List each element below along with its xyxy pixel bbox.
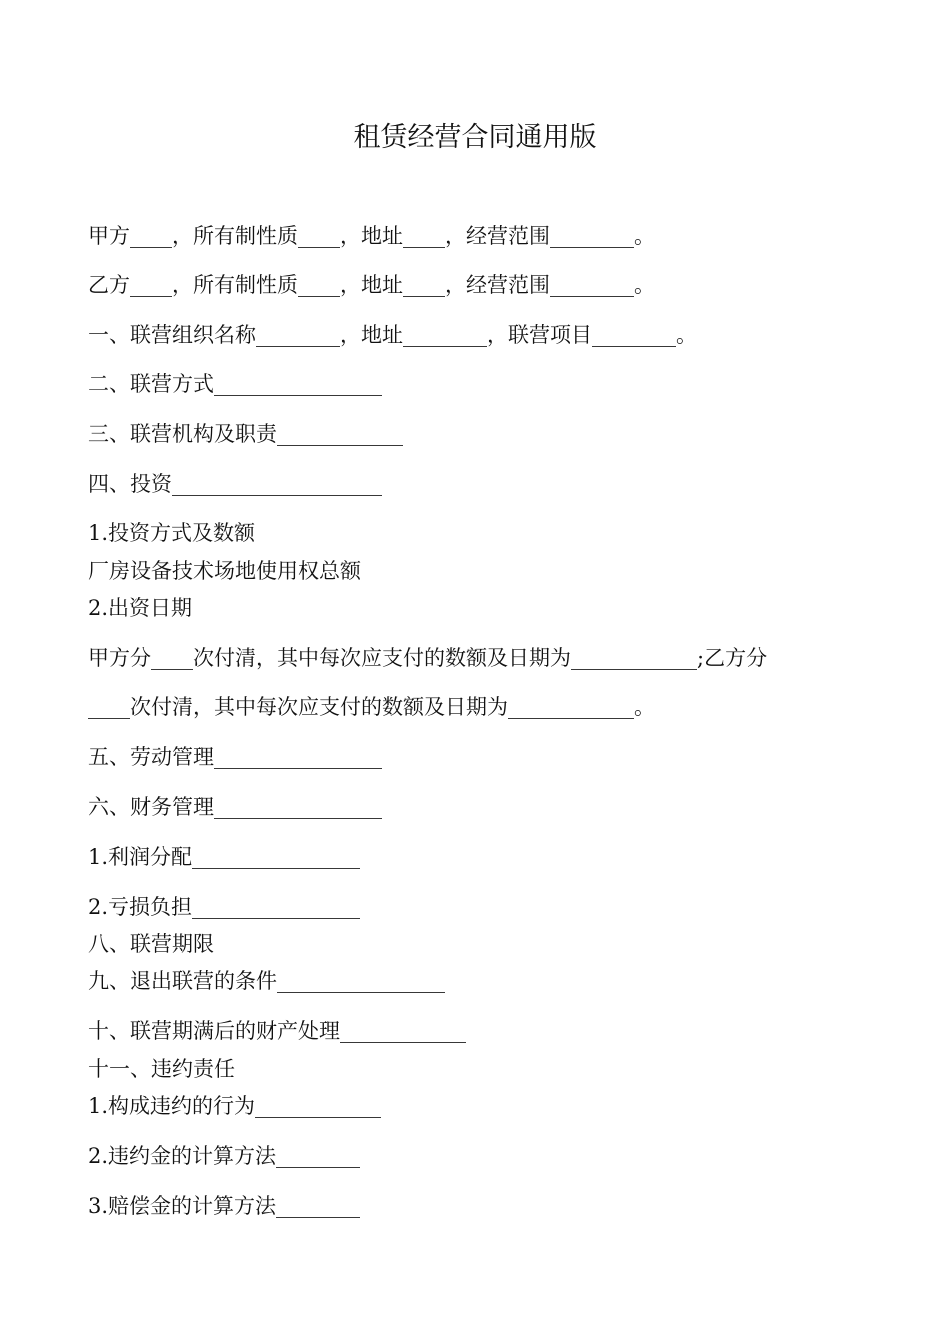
- document-title: 租赁经营合同通用版: [353, 122, 597, 153]
- party-a-line: 甲方____，所有制性质____，地址____，经营范围________。: [88, 224, 655, 248]
- clause-1-line: 一、联营组织名称________，地址________，联营项目________。: [88, 323, 697, 347]
- clause-4-line: 四、投资____________________: [88, 472, 382, 496]
- clause-11-item-1: 1.构成违约的行为____________: [88, 1094, 382, 1118]
- clause-5-line: 五、劳动管理________________: [88, 745, 382, 769]
- clause-11-item-3: 3.赔偿金的计算方法________: [88, 1194, 361, 1218]
- clause-4-item-1: 1.投资方式及数额: [88, 521, 256, 545]
- payment-line-1: 甲方分____次付清，其中每次应支付的数额及日期为____________;乙方分: [88, 646, 768, 670]
- clause-10-line: 十、联营期满后的财产处理____________: [88, 1019, 466, 1043]
- clause-3-line: 三、联营机构及职责____________: [88, 422, 403, 446]
- party-b-line: 乙方____，所有制性质____，地址____，经营范围________。: [88, 273, 655, 297]
- clause-4-item-2: 2.出资日期: [88, 596, 193, 620]
- clause-11-line: 十一、违约责任: [88, 1057, 235, 1081]
- clause-6-item-2: 2.亏损负担________________: [88, 895, 361, 919]
- clause-2-line: 二、联营方式________________: [88, 372, 382, 396]
- clause-6-line: 六、财务管理________________: [88, 795, 382, 819]
- clause-4-item-1-detail: 厂房设备技术场地使用权总额: [88, 559, 361, 583]
- clause-11-item-2: 2.违约金的计算方法________: [88, 1144, 361, 1168]
- clause-6-item-1: 1.利润分配________________: [88, 845, 361, 869]
- clause-9-line: 九、退出联营的条件________________: [88, 969, 445, 993]
- clause-8-line: 八、联营期限: [88, 932, 214, 956]
- payment-line-2: ____次付清，其中每次应支付的数额及日期为____________。: [88, 695, 655, 719]
